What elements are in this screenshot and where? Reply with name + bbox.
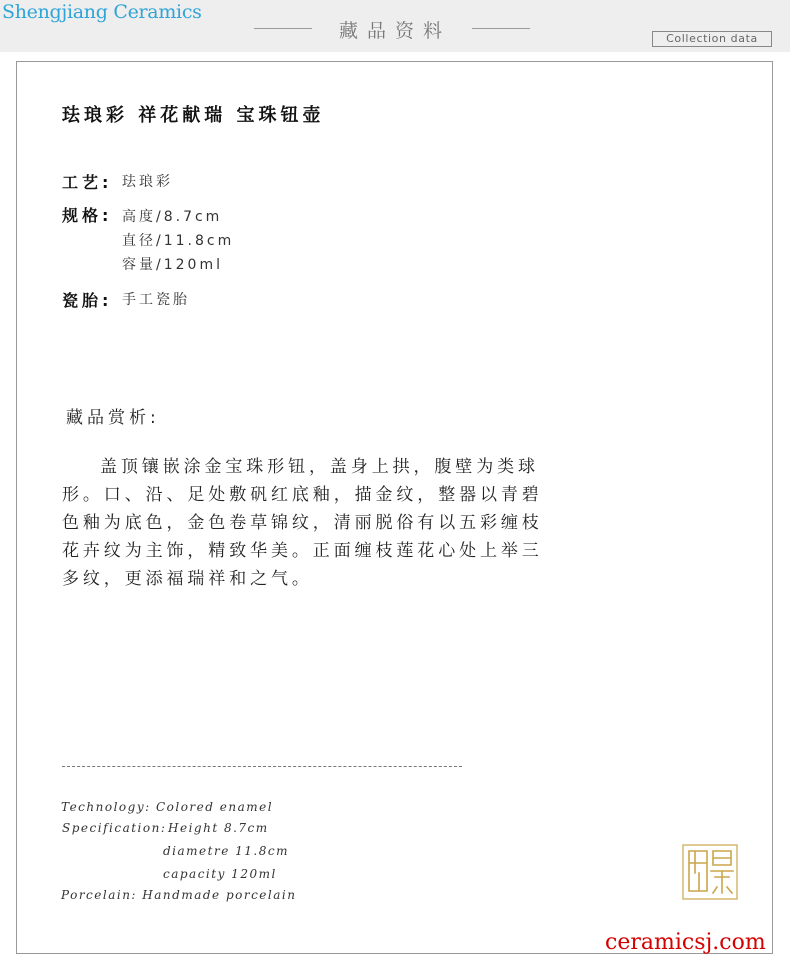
header-divider-right — [472, 28, 530, 29]
product-title: 珐琅彩 祥花献瑞 宝珠钮壶 — [62, 105, 325, 126]
spec-capacity: 容量/120ml — [122, 257, 223, 273]
en-spec-diameter: diametre 11.8cm — [163, 844, 289, 858]
en-porcelain: Porcelain: Handmade porcelain — [61, 888, 297, 902]
dashed-divider — [62, 766, 462, 767]
en-spec-capacity: capacity 120ml — [163, 867, 277, 881]
watermark-text: ceramicsj.com — [605, 930, 766, 955]
header-title: 藏品资料 — [338, 20, 451, 42]
en-spec-height: Height 8.7cm — [168, 821, 269, 835]
seal-stamp-icon — [681, 843, 739, 901]
craft-label: 工艺: — [62, 173, 113, 192]
appreciation-text: 盖顶镶嵌涂金宝珠形钮，盖身上拱，腹壁为类球形。口、沿、足处敷矾红底釉，描金纹，整器以青碧色釉为底色，金色卷草锦纹，清丽脱俗有以五彩缠枝花卉纹为主饰，精致华美。正面缠枝莲花心处上举三多纹，更添福瑞祥和之气。 — [62, 457, 543, 589]
en-specification-label: Specification: — [62, 821, 167, 835]
collection-data-badge: Collection data — [652, 31, 772, 47]
brand-logo-text: Shengjiang Ceramics — [2, 1, 202, 23]
porcelain-body-label: 瓷胎: — [62, 291, 113, 310]
spec-label: 规格: — [62, 206, 113, 225]
craft-value: 珐琅彩 — [122, 174, 173, 190]
spec-height: 高度/8.7cm — [122, 209, 223, 225]
spec-diameter: 直径/11.8cm — [122, 233, 235, 249]
appreciation-title: 藏品赏析: — [66, 408, 160, 428]
porcelain-body-value: 手工瓷胎 — [122, 292, 190, 308]
en-technology: Technology: Colored enamel — [61, 800, 274, 814]
